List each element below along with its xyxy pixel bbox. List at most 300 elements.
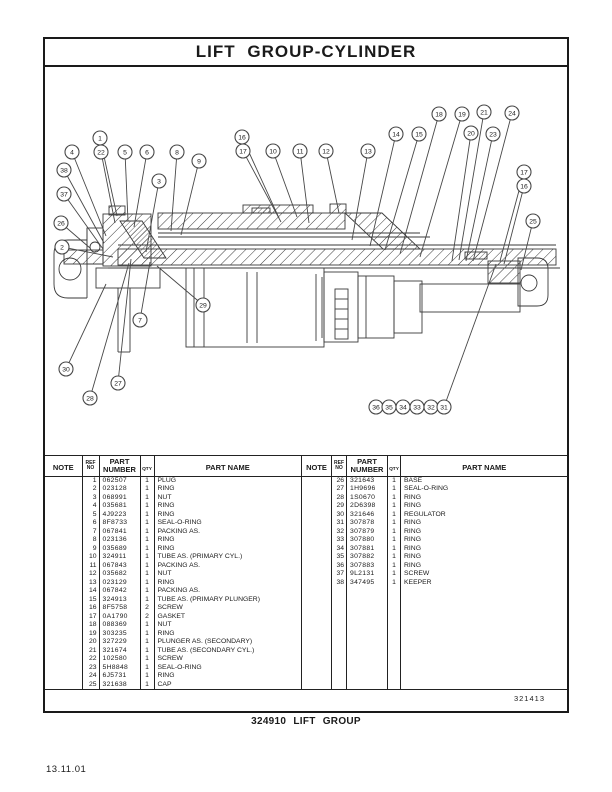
ref-no-cell: 4 (82, 502, 99, 511)
table-row (302, 638, 568, 647)
leader-line-7 (141, 262, 150, 313)
svg-text:29: 29 (199, 302, 207, 310)
svg-text:34: 34 (399, 404, 407, 412)
note-cell (302, 494, 332, 503)
table-row (302, 655, 568, 664)
table-row (302, 494, 568, 503)
part-number-cell (347, 613, 388, 622)
table-row (302, 562, 568, 571)
note-cell (302, 511, 332, 520)
part-number-cell: 307882 (347, 553, 388, 562)
part-name-cell: RING (401, 519, 568, 528)
leader-line-23 (466, 141, 492, 261)
part-name-cell: RING (154, 545, 301, 554)
callout-25 (526, 214, 540, 228)
part-number-cell (347, 630, 388, 639)
callout-28 (83, 391, 97, 405)
parts-table (45, 455, 567, 690)
table-row (45, 681, 301, 690)
part-number-cell: 307879 (347, 528, 388, 537)
table-row (45, 587, 301, 596)
part-number-cell (347, 604, 388, 613)
table-row (45, 630, 301, 639)
part-number-cell: 307878 (347, 519, 388, 528)
table-row (302, 579, 568, 588)
note-cell (302, 528, 332, 537)
note-cell (45, 562, 82, 571)
header-part-number: PART NUMBER (99, 456, 140, 476)
qty-cell: 1 (140, 502, 154, 511)
note-cell (302, 562, 332, 571)
svg-text:26: 26 (57, 220, 65, 228)
parts-table-left (45, 456, 301, 689)
leader-line-26 (66, 228, 90, 248)
qty-cell: 1 (140, 664, 154, 673)
note-cell (302, 476, 332, 485)
header-part-name: PART NAME (401, 456, 568, 476)
table-row (45, 485, 301, 494)
leader-line-30 (69, 284, 106, 363)
part-number-cell: 9L2131 (347, 570, 388, 579)
ref-no-cell (332, 664, 347, 673)
table-row (45, 553, 301, 562)
svg-text:32: 32 (427, 404, 435, 412)
table-row (45, 476, 301, 485)
part-name-cell: RING (401, 502, 568, 511)
part-number-cell: 067842 (99, 587, 140, 596)
note-cell (302, 621, 332, 630)
table-row (45, 502, 301, 511)
part-number-cell (347, 672, 388, 681)
part-number-cell: 307883 (347, 562, 388, 571)
ref-no-cell: 34 (332, 545, 347, 554)
qty-cell: 1 (140, 647, 154, 656)
qty-cell: 1 (388, 562, 401, 571)
svg-text:30: 30 (62, 366, 70, 374)
leader-line-20 (452, 140, 470, 261)
ref-no-cell: 38 (332, 579, 347, 588)
qty-cell: 1 (388, 545, 401, 554)
part-number-cell (347, 664, 388, 673)
table-row (302, 630, 568, 639)
note-cell (45, 519, 82, 528)
note-cell (45, 485, 82, 494)
table-row (45, 664, 301, 673)
svg-text:20: 20 (467, 130, 475, 138)
qty-cell: 1 (140, 621, 154, 630)
part-name-cell: PACKING AS. (154, 562, 301, 571)
part-number-cell (347, 655, 388, 664)
svg-text:12: 12 (322, 148, 330, 156)
callout-22 (94, 145, 108, 159)
note-cell (45, 545, 82, 554)
part-name-cell (401, 638, 568, 647)
ref-no-cell: 31 (332, 519, 347, 528)
qty-cell: 2 (140, 613, 154, 622)
svg-text:16: 16 (520, 183, 528, 191)
part-number-cell: 321643 (347, 476, 388, 485)
part-number-cell: 035689 (99, 545, 140, 554)
note-cell (302, 485, 332, 494)
table-row (45, 579, 301, 588)
qty-cell: 1 (140, 579, 154, 588)
ref-no-cell (332, 613, 347, 622)
ref-no-cell: 17 (82, 613, 99, 622)
part-number-cell: 023128 (99, 485, 140, 494)
note-cell (45, 664, 82, 673)
part-name-cell: RING (154, 672, 301, 681)
callout-17 (236, 144, 250, 158)
svg-text:28: 28 (86, 395, 94, 403)
part-number-cell: 067841 (99, 528, 140, 537)
qty-cell: 1 (388, 570, 401, 579)
note-cell (302, 519, 332, 528)
part-number-cell: 023136 (99, 536, 140, 545)
note-cell (45, 528, 82, 537)
svg-text:17: 17 (520, 169, 528, 177)
ref-no-cell: 29 (332, 502, 347, 511)
part-number-cell: 035681 (99, 502, 140, 511)
svg-text:22: 22 (97, 149, 105, 157)
note-cell (302, 672, 332, 681)
callout-18 (432, 107, 446, 121)
svg-text:13: 13 (364, 148, 372, 156)
part-name-cell: TUBE AS. (SECONDARY CYL.) (154, 647, 301, 656)
part-name-cell: RING (401, 494, 568, 503)
callout-35 (382, 400, 396, 414)
header-note: NOTE (302, 456, 332, 476)
header-ref-no: REF NO (82, 456, 99, 476)
note-cell (302, 638, 332, 647)
part-name-cell: SCREW (154, 604, 301, 613)
ref-no-cell: 18 (82, 621, 99, 630)
table-row (45, 647, 301, 656)
note-cell (302, 579, 332, 588)
part-name-cell: NUT (154, 621, 301, 630)
qty-cell: 1 (140, 655, 154, 664)
note-cell (302, 553, 332, 562)
table-row (45, 672, 301, 681)
svg-text:2: 2 (60, 244, 64, 252)
note-cell (302, 545, 332, 554)
qty-cell (388, 681, 401, 690)
part-name-cell (401, 672, 568, 681)
table-row (45, 545, 301, 554)
callout-24 (505, 106, 519, 120)
ref-no-cell: 35 (332, 553, 347, 562)
svg-text:9: 9 (197, 158, 201, 166)
callout-16 (235, 130, 249, 144)
part-name-cell: SEAL-O-RING (154, 519, 301, 528)
qty-cell (388, 638, 401, 647)
svg-text:11: 11 (296, 148, 304, 156)
part-number-cell: 8F5758 (99, 604, 140, 613)
part-name-cell: SEAL-O-RING (154, 664, 301, 673)
qty-cell: 1 (388, 502, 401, 511)
qty-cell: 1 (140, 553, 154, 562)
note-cell (302, 647, 332, 656)
table-row (302, 528, 568, 537)
table-row (302, 587, 568, 596)
part-name-cell (401, 596, 568, 605)
ref-no-cell (332, 647, 347, 656)
note-cell (45, 587, 82, 596)
qty-cell: 1 (140, 536, 154, 545)
svg-text:24: 24 (508, 110, 516, 118)
leader-line-31 (446, 264, 496, 400)
note-cell (302, 536, 332, 545)
ref-no-cell (332, 587, 347, 596)
svg-text:19: 19 (458, 111, 466, 119)
header-qty: QTY (388, 456, 401, 476)
note-cell (45, 536, 82, 545)
callout-17-b (517, 165, 531, 179)
svg-text:31: 31 (440, 404, 448, 412)
parts-table-right-header (302, 456, 568, 476)
note-cell (45, 681, 82, 690)
parts-table-right (301, 456, 568, 689)
ref-no-cell (332, 604, 347, 613)
callout-10 (266, 144, 280, 158)
part-number-cell (347, 638, 388, 647)
note-cell (45, 596, 82, 605)
svg-text:35: 35 (385, 404, 393, 412)
leader-line-5 (125, 159, 128, 221)
ref-no-cell: 6 (82, 519, 99, 528)
qty-cell (388, 596, 401, 605)
table-row (45, 562, 301, 571)
qty-cell: 1 (388, 476, 401, 485)
ref-no-cell: 33 (332, 536, 347, 545)
svg-text:10: 10 (269, 148, 277, 156)
qty-cell: 1 (140, 494, 154, 503)
svg-text:6: 6 (145, 149, 149, 157)
part-number-cell: 088369 (99, 621, 140, 630)
svg-text:16: 16 (238, 134, 246, 142)
part-number-cell: 303235 (99, 630, 140, 639)
part-name-cell: KEEPER (401, 579, 568, 588)
callout-21 (477, 105, 491, 119)
part-number-cell: 8F8733 (99, 519, 140, 528)
table-row (302, 664, 568, 673)
callout-37 (57, 187, 71, 201)
qty-cell: 1 (388, 553, 401, 562)
callout-29 (196, 298, 210, 312)
part-name-cell: NUT (154, 570, 301, 579)
qty-cell (388, 647, 401, 656)
part-name-cell: PLUG (154, 476, 301, 485)
ref-no-cell: 37 (332, 570, 347, 579)
svg-text:5: 5 (123, 149, 127, 157)
table-row (302, 553, 568, 562)
part-number-cell (347, 596, 388, 605)
header-qty: QTY (140, 456, 154, 476)
part-number-cell: 062507 (99, 476, 140, 485)
part-name-cell: REGULATOR (401, 511, 568, 520)
part-name-cell: BASE (401, 476, 568, 485)
table-row (302, 485, 568, 494)
part-name-cell: RING (154, 502, 301, 511)
qty-cell (388, 613, 401, 622)
part-number-cell: 6J5731 (99, 672, 140, 681)
qty-cell: 1 (140, 672, 154, 681)
qty-cell (388, 630, 401, 639)
footer-group-title: 324910 LIFT GROUP (251, 716, 361, 727)
callout-19 (455, 107, 469, 121)
table-row (302, 647, 568, 656)
ref-no-cell: 27 (332, 485, 347, 494)
callout-15 (412, 127, 426, 141)
qty-cell: 1 (388, 579, 401, 588)
part-name-cell: TUBE AS. (PRIMARY CYL.) (154, 553, 301, 562)
ref-no-cell: 14 (82, 587, 99, 596)
callout-16-b (517, 179, 531, 193)
qty-cell: 1 (140, 638, 154, 647)
note-cell (302, 681, 332, 690)
svg-text:33: 33 (413, 404, 421, 412)
part-name-cell: PACKING AS. (154, 587, 301, 596)
note-cell (45, 655, 82, 664)
note-cell (302, 502, 332, 511)
svg-text:23: 23 (489, 131, 497, 139)
note-cell (302, 596, 332, 605)
part-number-cell: 2D6398 (347, 502, 388, 511)
note-cell (45, 647, 82, 656)
svg-text:15: 15 (415, 131, 423, 139)
part-name-cell: RING (401, 553, 568, 562)
note-cell (302, 604, 332, 613)
note-cell (302, 587, 332, 596)
table-row (45, 511, 301, 520)
callout-26 (54, 216, 68, 230)
callout-14 (389, 127, 403, 141)
ref-no-cell: 12 (82, 570, 99, 579)
table-row (302, 536, 568, 545)
part-name-cell: NUT (154, 494, 301, 503)
cylinder-assembly-drawing (54, 204, 560, 352)
callout-8 (170, 145, 184, 159)
leader-line-19 (420, 121, 460, 257)
ref-no-cell: 8 (82, 536, 99, 545)
part-number-cell: 035682 (99, 570, 140, 579)
svg-text:25: 25 (529, 218, 537, 226)
ref-no-cell (332, 655, 347, 664)
part-number-cell (347, 681, 388, 690)
doc-number: 321413 (513, 694, 545, 703)
part-number-cell: 321638 (99, 681, 140, 690)
callout-31 (437, 400, 451, 414)
part-number-cell: 1H9696 (347, 485, 388, 494)
callout-13 (361, 144, 375, 158)
part-number-cell: 1S0670 (347, 494, 388, 503)
qty-cell (388, 604, 401, 613)
note-cell (45, 579, 82, 588)
ref-no-cell: 21 (82, 647, 99, 656)
part-name-cell: PACKING AS. (154, 528, 301, 537)
qty-cell (388, 587, 401, 596)
callout-20 (464, 126, 478, 140)
table-row (45, 536, 301, 545)
table-row (45, 613, 301, 622)
part-name-cell (401, 604, 568, 613)
part-number-cell (347, 647, 388, 656)
ref-no-cell: 22 (82, 655, 99, 664)
callout-4 (65, 145, 79, 159)
part-name-cell: TUBE AS. (PRIMARY PLUNGER) (154, 596, 301, 605)
table-row (302, 570, 568, 579)
part-name-cell (401, 647, 568, 656)
table-row (302, 511, 568, 520)
table-row (45, 655, 301, 664)
qty-cell: 1 (140, 596, 154, 605)
part-name-cell: RING (154, 630, 301, 639)
callout-6 (140, 145, 154, 159)
table-row (45, 570, 301, 579)
svg-text:17: 17 (239, 148, 247, 156)
part-name-cell: CAP (154, 681, 301, 690)
ref-no-cell: 25 (82, 681, 99, 690)
ref-no-cell: 10 (82, 553, 99, 562)
ref-no-cell: 3 (82, 494, 99, 503)
table-row (302, 596, 568, 605)
ref-no-cell: 20 (82, 638, 99, 647)
part-number-cell: 4J9223 (99, 511, 140, 520)
part-number-cell (347, 621, 388, 630)
cylinder-assembly-diagram (45, 66, 567, 455)
note-cell (45, 613, 82, 622)
page-title: LIFT GROUP-CYLINDER (45, 39, 567, 67)
ref-no-cell (332, 672, 347, 681)
callout-2 (55, 240, 69, 254)
part-name-cell: SCREW (401, 570, 568, 579)
table-row (45, 519, 301, 528)
callout-11 (293, 144, 307, 158)
qty-cell: 1 (140, 519, 154, 528)
note-cell (302, 570, 332, 579)
svg-text:37: 37 (60, 191, 68, 199)
ref-no-cell (332, 630, 347, 639)
part-name-cell: RING (401, 562, 568, 571)
ref-no-cell: 28 (332, 494, 347, 503)
part-number-cell: 307880 (347, 536, 388, 545)
qty-cell: 1 (140, 562, 154, 571)
part-number-cell: 102580 (99, 655, 140, 664)
ref-no-cell: 11 (82, 562, 99, 571)
qty-cell: 2 (140, 604, 154, 613)
qty-cell: 1 (140, 528, 154, 537)
part-number-cell: 5H8848 (99, 664, 140, 673)
part-name-cell: SCREW (154, 655, 301, 664)
table-row (302, 604, 568, 613)
ref-no-cell: 5 (82, 511, 99, 520)
table-row (45, 596, 301, 605)
note-cell (45, 502, 82, 511)
part-name-cell (401, 621, 568, 630)
table-row (302, 681, 568, 690)
note-cell (302, 655, 332, 664)
note-cell (45, 570, 82, 579)
leader-line-37 (68, 200, 103, 249)
part-name-cell (401, 630, 568, 639)
qty-cell: 1 (140, 630, 154, 639)
ref-no-cell (332, 638, 347, 647)
qty-cell: 1 (388, 494, 401, 503)
part-name-cell: PLUNGER AS. (SECONDARY) (154, 638, 301, 647)
qty-cell: 1 (388, 519, 401, 528)
callout-7 (133, 313, 147, 327)
part-name-cell: RING (401, 536, 568, 545)
qty-cell (388, 655, 401, 664)
